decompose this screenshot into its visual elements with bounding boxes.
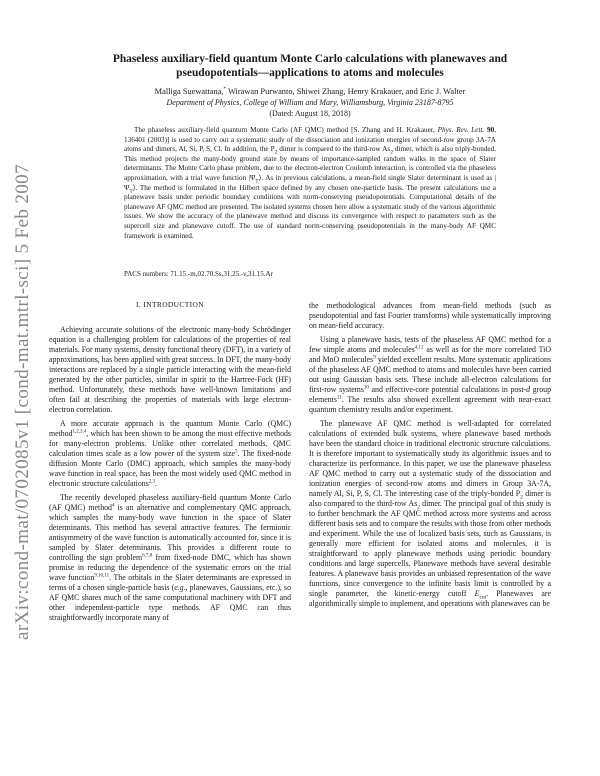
authors-first: Malliga Suewattana, (154, 87, 224, 96)
italic-text: E (474, 589, 480, 598)
text: . The fixed-node diffusion Monte Carlo (DMC) approach, which samples the many-body wave function in real space, has been the most widely used QMC method in electronic structure calculations (49, 449, 291, 488)
paragraph (49, 419, 291, 489)
title-line-1: Phaseless auxiliary-field quantum Monte Carlo calculations with planewaves and (112, 53, 508, 65)
text: dimer is also compared to the third-row As (309, 489, 551, 508)
text: group elements (309, 385, 551, 404)
citation: 4 (111, 503, 115, 509)
citation: 10 (363, 385, 369, 391)
paragraph (309, 419, 551, 609)
text: . The orbitals in the Slater determinants are expressed in terms of a chosen single-particle basis ( (49, 573, 291, 592)
subscript: 2 (417, 504, 420, 511)
pacs-numbers: PACS numbers: 71.15.-m,02.70.Ss,31.25.-v,31.15.Ar (124, 270, 273, 278)
paragraph (309, 335, 551, 415)
abstract-text: ⟩. As in previous calculations, a mean-field single Slater determinant is used as |Ψ (124, 173, 496, 192)
authors-rest: Wirawan Purwanto, Shiwei Zhang, Henry Krakauer, and Eric J. Walter (226, 87, 466, 96)
subscript: 2 (520, 494, 523, 501)
text: dimer. The principal goal of this study is to further benchmark the AF QMC method across more systems and across different basis sets and to compare the results with those from other methods and experiment. While the use of localized basis sets, such as Gaussians, is generally more efficient for isolated atoms and molecules, it is straightforward to apply planewave methods using periodic boundary conditions and large supercells. Planewave methods have several desirable features. A planewave basis provides an unbiased representation of the wave functions, since convergence to the infinite basis limit is controlled by a single parameter, the kinetic-energy cutoff (309, 499, 551, 598)
italic-text: e.g. (174, 583, 186, 592)
paper-title (100, 52, 520, 80)
corresponding-marker: * (223, 87, 227, 93)
text: and effective-core potential calculations in post- (368, 385, 527, 394)
citation: 1,2,3,4 (72, 429, 87, 435)
arxiv-stamp-text: arXiv:cond-mat/0702085v1 [cond-mat.mtrl-sci] 5 Feb 2007 (12, 169, 33, 640)
right-column (309, 301, 551, 613)
abstract-text: dimer, which is also triply-bonded. This method projects the many-body ground state by means of importance-sampled random walks in the space of Slater determinants. The Monte Carlo phase problem, due to the electron-electron Coulomb interaction, is controlled via the phaseless approximation, with a trial wave function |Ψ (124, 145, 496, 182)
citation: 6,7,8 (142, 553, 153, 559)
text: as well as for the more correlated TiO and MnO molecules (309, 345, 551, 364)
abstract (124, 126, 496, 241)
title-line-2: pseudopotentials—applications to atoms and molecules (176, 67, 444, 79)
abstract-text: ⟩. The method is formulated in the Hilbert space defined by any chosen one-particle basis. The present calculations use a planewave basis under periodic boundary conditions with norm-conserving pseudopotentials. Computational details of the planewave AF QMC method are presented. The isolated systems chosen here allow a systematic study of the various algorithmic issues. We show the accuracy of the planewave method and discuss its convergence with respect to parameters such as the supercell size and planewave cutoff. The use of standard norm-conserving pseudopotentials in the many-body AF QMC framework is examined. (124, 183, 496, 240)
left-column (49, 300, 291, 627)
author-list (80, 87, 540, 97)
italic-text: d (526, 385, 531, 394)
abstract-text: dimer is compared to the third-row As (277, 145, 391, 154)
abstract-text: , 136401 (2003)] is used to carry out a systematic study of the dissociation and ionization energies of second-row group 3A-7A atoms and dimers, Al, Si, P, S, Cl. In addition, the P (124, 126, 497, 154)
text: yielded excellent results. More systematic applications of the phaseless AF QMC method to atoms and molecules have been carried out using Gaussian basis sets. These include all-electron calculations for first-row systems (309, 355, 551, 394)
abstract-text: The phaseless auxiliary-field quantum Monte Carlo (AF QMC) method [S. Zhang and H. Krakauer, (134, 126, 438, 134)
date-line: (Dated: August 18, 2018) (269, 109, 351, 118)
citation: 9 (373, 355, 376, 361)
subscript: 2 (274, 149, 278, 156)
subscript: cut (479, 594, 487, 601)
citation: 9,10,11 (94, 573, 110, 579)
subscript: T (129, 188, 133, 194)
text: , which has been shown to be among the most effective methods for many-electron problems. Unlike other correlated methods, QMC calculation times scale as a low power of the system size (49, 429, 291, 458)
citation: 11 (336, 395, 342, 401)
text: The recently developed phaseless auxiliary-field quantum Monte Carlo (AF QMC) method (49, 493, 291, 512)
text: . The results also showed excellent agreement with near-exact quantum chemistry results and/or experiment. (309, 395, 551, 414)
text: . Planewaves are algorithmically simple to implement, and operations with planewaves can be (309, 589, 551, 608)
journal-volume: 90 (487, 126, 495, 134)
abstract-paragraph (124, 126, 496, 241)
paragraph (49, 493, 291, 623)
text: . (155, 479, 157, 488)
citation: 2,3 (148, 479, 155, 485)
arxiv-stamp-svg (2, 160, 38, 640)
citation: 5 (235, 449, 238, 455)
paragraph: Achieving accurate solutions of the electronic many-body Schrödinger equation is a challenging problem for calculations of the properties of real materials. For many systems, density functional theory (DFT), in a variety of approximations, has been applied with great success. In DFT, the many-body interactions are replaced by a single particle interacting with the mean-field generated by the other particles, similar in spirit to the Hartree-Fock (HF) method. Unfortunately, these methods have well-known limitations and often fail at describing the properties of materials with large electron-electron correlation. (49, 325, 291, 414)
section-heading: I. INTRODUCTION (136, 300, 204, 309)
subscript: T (255, 178, 259, 185)
text: , planewaves, Gaussians, etc.), so AF QMC shares much of the same computational machinery with DFT and other independent-particle type methods. AF QMC can thus straightforwardly incorporate many of (49, 583, 291, 622)
arxiv-stamp (2, 160, 38, 640)
citation: 4,12 (414, 345, 424, 351)
text: from fixed-node DMC, which has shown promise in reducing the dependence of the systematic errors on the trial wave function (49, 553, 291, 582)
subscript: 2 (390, 149, 393, 156)
journal-name: Phys. Rev. Lett. (437, 126, 485, 134)
affiliation: Department of Physics, College of William and Mary, Williamsburg, Virginia 23187-8795 (166, 98, 454, 107)
text: A more accurate approach is the quantum Monte Carlo (QMC) method (49, 419, 291, 438)
text: is an alternative and complementary QMC approach, which samples the many-body wave function in the space of Slater determinants. This method has several attractive features. The fermionic antisymmetry of the wave function is automatically accounted for, since it is sampled by Slater determinants. This provides a different route to controlling the sign problem (49, 503, 291, 562)
text: The planewave AF QMC method is well-adapted for correlated calculations of extended bulk systems, where planewave based methods have been the standard choice in traditional electronic structure calculations. It is therefore important to systematically study its algorithmic issues and to characterize its performance. In this paper, we use the planewave phaseless AF QMC method to carry out a systematic study of the dissociation and ionization energies of second-row atoms and dimers in Group 3A-7A, namely Al, Si, P, S, Cl. The interesting case of the triply-bonded P (309, 419, 551, 498)
paragraph: the methodological advances from mean-field methods (such as pseudopotential and fast Fourier transforms) while systematically improving on mean-field accuracy. (309, 301, 551, 330)
text: Using a planewave basis, tests of the phaseless AF QMC method for a few simple atoms and molecules (309, 335, 551, 354)
